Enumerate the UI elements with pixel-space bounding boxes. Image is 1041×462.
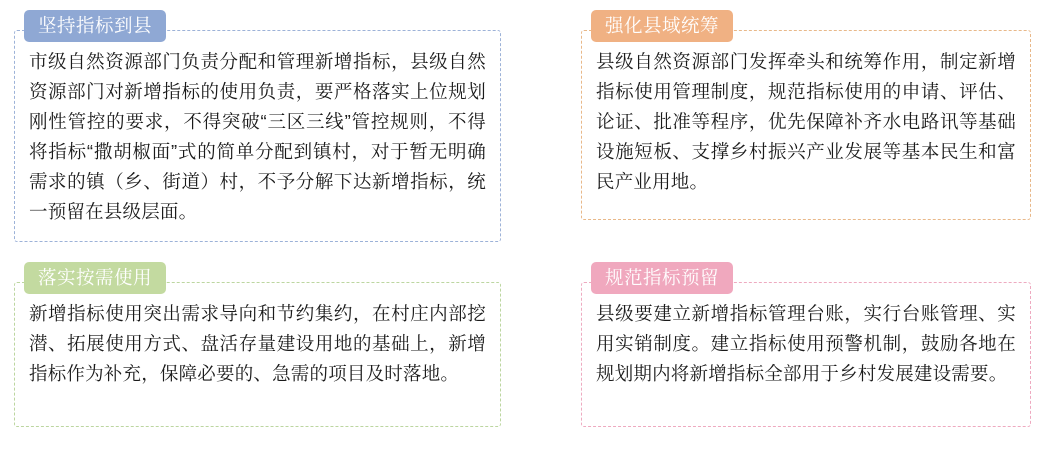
card-tag-4: 规范指标预留	[591, 262, 733, 294]
card-tag-2: 强化县域统筹	[591, 10, 733, 42]
card-strengthen-county-coordination	[535, 10, 1041, 262]
card-tag-3: 落实按需使用	[24, 262, 166, 294]
card-tag-1: 坚持指标到县	[24, 10, 166, 42]
card-body-4: 县级要建立新增指标管理台账，实行台账管理、实用实销制度。建立指标使用预警机制，鼓励各地在规划期内将新增指标全部用于乡村发展建设需要。	[581, 282, 1031, 427]
card-keep-index-to-county	[14, 10, 535, 262]
card-implement-on-demand-use	[14, 262, 535, 462]
card-body-2: 县级自然资源部门发挥牵头和统筹作用，制定新增指标使用管理制度，规范指标使用的申请、评估、论证、批准等程序，优先保障补齐水电路讯等基础设施短板、支撑乡村振兴产业发展等基本民生和富民产业用地。	[581, 30, 1031, 220]
card-standardize-index-reservation	[535, 262, 1041, 462]
card-body-3: 新增指标使用突出需求导向和节约集约，在村庄内部挖潜、拓展使用方式、盘活存量建设用地的基础上，新增指标作为补充，保障必要的、急需的项目及时落地。	[14, 282, 501, 427]
card-grid	[14, 10, 1027, 462]
card-body-1: 市级自然资源部门负责分配和管理新增指标，县级自然资源部门对新增指标的使用负责，要严格落实上位规划刚性管控的要求，不得突破“三区三线”管控规则，不得将指标“撒胡椒面”式的简单分配到镇村，对于暂无明确需求的镇（乡、街道）村，不予分解下达新增指标，统一预留在县级层面。	[14, 30, 501, 242]
